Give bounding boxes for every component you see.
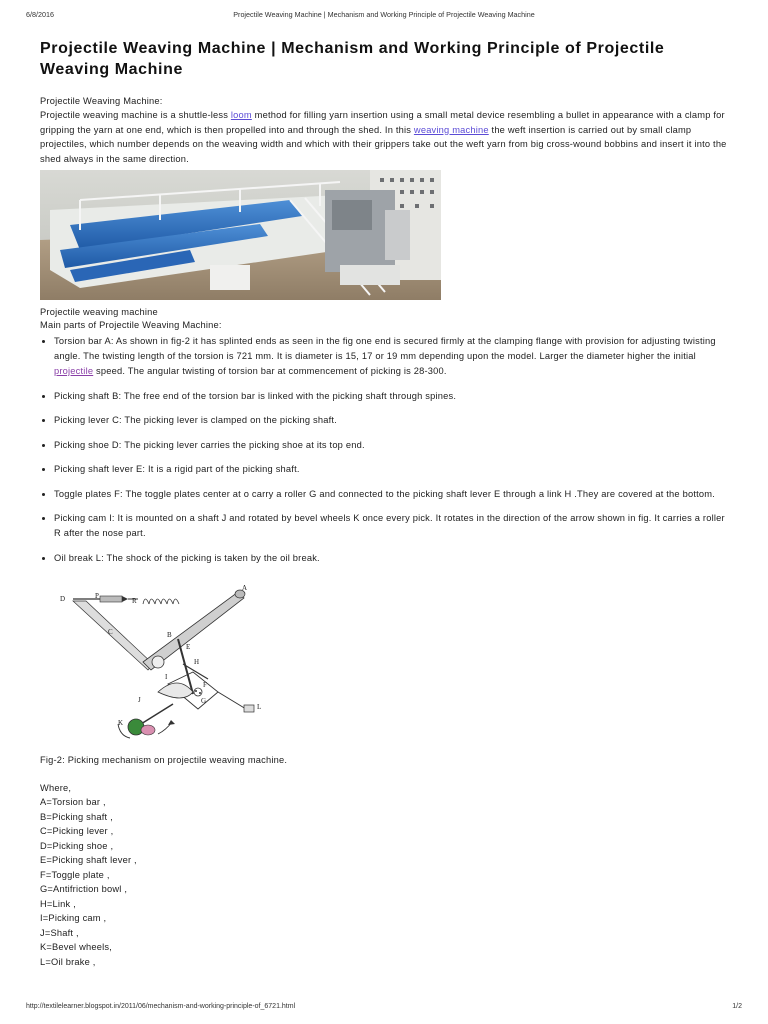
list-item: C=Picking lever ,: [40, 826, 114, 836]
part-text: speed. The angular twisting of torsion bar at commencement of picking is 28-300.: [93, 366, 447, 376]
part-text: Picking shaft lever E: It is a rigid part of the picking shaft.: [54, 464, 300, 474]
list-item: I=Picking cam ,: [40, 913, 107, 923]
print-header: [0, 10, 768, 22]
diagram-label-f: F: [203, 680, 207, 689]
diagram-label-c: C: [108, 627, 113, 636]
parts-heading: Main parts of Projectile Weaving Machine:: [40, 320, 222, 330]
diagram-label-p: P: [95, 591, 99, 600]
picking-mechanism-diagram: [58, 584, 288, 749]
intro-text-2: method for filling yarn insertion using a small metal device resembling a bullet in appearance with a clamp for gripping the yarn at one end, which is then propelled into and through the shed. In this: [40, 110, 725, 135]
list-item: G=Antifriction bowl ,: [40, 884, 128, 894]
list-item: [54, 389, 730, 404]
list-item: A=Torsion bar ,: [40, 797, 106, 807]
page-number: 1/2: [732, 1003, 742, 1010]
intro-paragraph: [40, 108, 730, 166]
list-item: [54, 551, 730, 566]
list-item: [54, 438, 730, 453]
list-item: B=Picking shaft ,: [40, 811, 113, 822]
diagram-label-d: D: [60, 594, 66, 603]
list-item: [54, 462, 730, 477]
machine-photo-illustration: [40, 170, 441, 300]
list-item: D=Picking shoe ,: [40, 840, 114, 851]
part-text: Picking shaft B: The free end of the torsion bar is linked with the picking shaft through spines.: [54, 390, 457, 401]
list-item: [54, 487, 730, 502]
part-text: Picking cam I: It is mounted on a shaft J and rotated by bevel wheels K once every pick. It rotates in the direction of the arrow shown in fig. It carries a roller R after the nose part.: [54, 513, 725, 538]
weaving-machine-link[interactable]: weaving machine: [413, 124, 489, 135]
print-page-title: Projectile Weaving Machine | Mechanism and Working Principle of Projectile Weaving Machine: [233, 10, 535, 19]
intro-text-1: Projectile weaving machine is a shuttle-less: [40, 110, 231, 120]
list-item: K=Bevel wheels,: [40, 942, 112, 952]
part-text: Torsion bar A: As shown in fig-2 it has splinted ends as seen in the fig one end is secured firmly at the clamping flange with provision for adjusting twisting angle. The twisting length of the torsion is 721 mm. It is diameter is 15, 17 or 19 mm depending upon the model. Larger the diameter higher the initial: [54, 336, 716, 361]
diagram-label-l: L: [257, 702, 262, 711]
picking-mechanism-drawing: [58, 584, 288, 749]
list-item: [54, 511, 730, 541]
page-url: http://textilelearner.blogspot.in/2011/06/mechanism-and-working-principle-of_6721.html: [26, 1003, 296, 1010]
figure-caption: Fig-2: Picking mechanism on projectile weaving machine.: [40, 754, 288, 765]
section-heading: Projectile Weaving Machine:: [40, 96, 163, 106]
list-item: L=Oil brake ,: [40, 956, 96, 967]
loom-link[interactable]: loom: [230, 110, 252, 120]
diagram-label-a: A: [242, 583, 248, 592]
intro-text-3: the weft insertion is carried out by small clamp projectiles, which number depends on the weaving width and which with their grippers take out the weft yarn from big cross-wound bobbins and insert it into the shed always in the same direction.: [40, 124, 727, 164]
article-content: [40, 38, 730, 969]
list-item: [54, 413, 730, 428]
projectile-link[interactable]: projectile: [54, 366, 94, 376]
list-item: J=Shaft ,: [40, 927, 79, 938]
diagram-label-i: I: [165, 672, 168, 681]
legend-heading: Where,: [40, 782, 72, 793]
diagram-label-h: H: [194, 657, 200, 666]
list-item: F=Toggle plate ,: [40, 869, 110, 880]
part-text: Picking lever C: The picking lever is clamped on the picking shaft.: [54, 415, 337, 425]
photo-caption: Projectile weaving machine: [40, 307, 158, 317]
print-date: 6/8/2016: [26, 10, 54, 19]
diagram-label-k: K: [118, 718, 124, 727]
legend-list: [40, 781, 730, 970]
diagram-label-j: J: [138, 695, 141, 704]
parts-list: [40, 334, 730, 566]
machine-photo: [40, 170, 441, 300]
part-text: Toggle plates F: The toggle plates center at o carry a roller G and connected to the picking shaft lever E through a link H .They are covered at the bottom.: [54, 488, 715, 499]
part-text: Picking shoe D: The picking lever carries the picking shoe at its top end.: [54, 439, 365, 450]
diagram-label-e: E: [186, 642, 191, 651]
list-item: [54, 334, 730, 379]
diagram-label-g: G: [201, 696, 207, 705]
diagram-label-r: R: [132, 596, 137, 605]
diagram-label-b: B: [167, 630, 172, 639]
part-text: Oil break L: The shock of the picking is taken by the oil break.: [54, 552, 320, 563]
list-item: E=Picking shaft lever ,: [40, 855, 137, 865]
list-item: H=Link ,: [40, 898, 76, 909]
article-title: Projectile Weaving Machine | Mechanism and Working Principle of Projectile Weaving Machine: [40, 40, 665, 78]
